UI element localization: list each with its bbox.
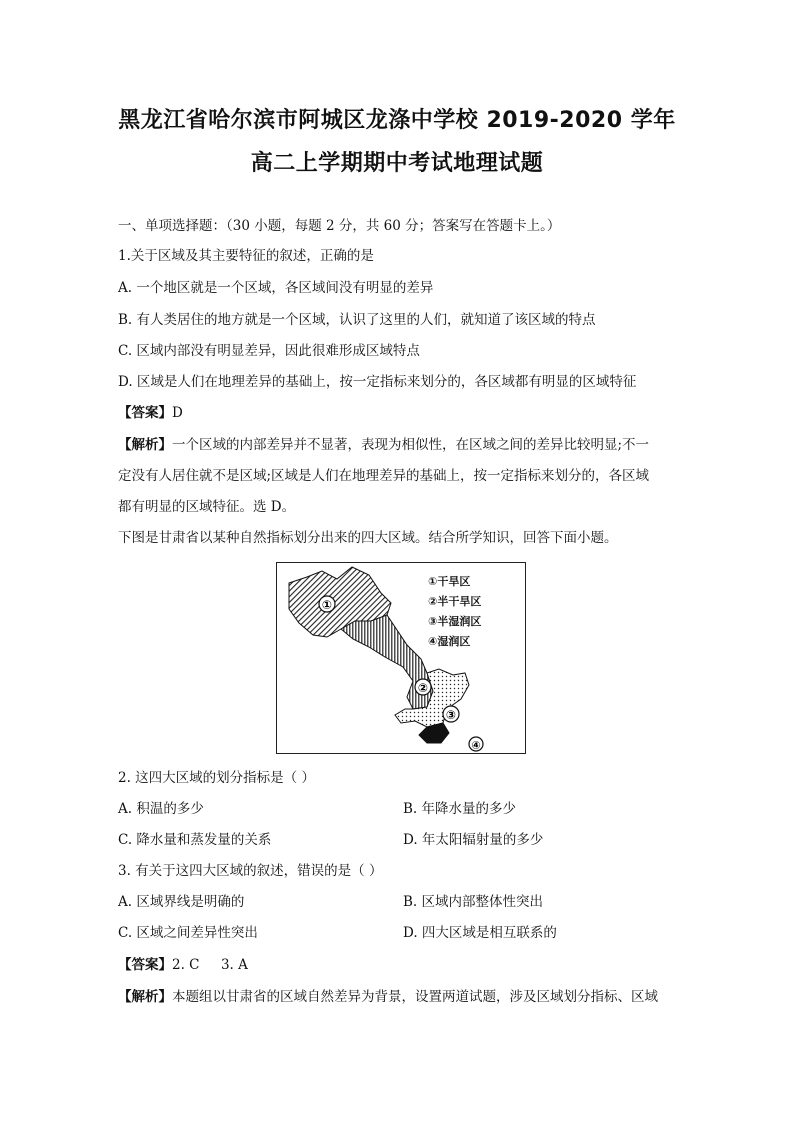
legend-semi-arid: ②半干旱区 xyxy=(428,595,482,608)
q1-analysis-line-2: 定没有人居住就不是区域;区域是人们在地理差异的基础上，按一定指标来划分的，各区域 xyxy=(118,468,650,484)
map-drawing xyxy=(277,563,525,753)
answer-value: D xyxy=(172,405,183,421)
region-mark-3: ③ xyxy=(445,708,457,722)
analysis-text: 一个区域的内部差异并不显著，表现为相似性，在区域之间的差异比较明显;不一 xyxy=(172,437,650,453)
legend-semi-humid: ③半湿润区 xyxy=(428,615,482,628)
title-line-2: 高二上学期期中考试地理试题 xyxy=(250,151,544,176)
title-line-1: 黑龙江省哈尔滨市阿城区龙涤中学校 2019-2020 学年 xyxy=(118,108,676,133)
legend-arid: ①干旱区 xyxy=(428,575,471,588)
analysis-label: 【解析】 xyxy=(118,437,172,453)
q2-option-a: A. 积温的多少 xyxy=(118,801,204,817)
gansu-region-map xyxy=(276,562,526,754)
q1-option-c: C. 区域内部没有明显差异，因此很难形成区域特点 xyxy=(118,343,420,359)
region-humid xyxy=(419,723,449,743)
q3-option-b: B. 区域内部整体性突出 xyxy=(403,894,544,910)
analysis-label: 【解析】 xyxy=(118,989,172,1005)
q2-option-b: B. 年降水量的多少 xyxy=(403,801,517,817)
q2-option-c: C. 降水量和蒸发量的关系 xyxy=(118,832,272,848)
q1-option-d: D. 区域是人们在地理差异的基础上，按一定指标来划分的，各区域都有明显的区域特征 xyxy=(118,374,637,390)
answer-value: 2. C 3. A xyxy=(172,957,248,973)
q1-option-a: A. 一个地区就是一个区域，各区域间没有明显的差异 xyxy=(118,280,434,296)
region-mark-2: ② xyxy=(417,681,429,695)
legend-humid: ④湿润区 xyxy=(428,635,471,648)
q3-option-a: A. 区域界线是明确的 xyxy=(118,894,245,910)
answer-label: 【答案】 xyxy=(118,957,172,973)
q3-stem: 3. 有关于这四大区域的叙述，错误的是（ ） xyxy=(118,863,383,879)
q1-stem: 1.关于区域及其主要特征的叙述，正确的是 xyxy=(118,248,374,264)
region-mark-1: ① xyxy=(321,598,333,612)
q2-stem: 2. 这四大区域的划分指标是（ ） xyxy=(118,770,315,786)
q1-answer xyxy=(118,403,688,423)
section-heading: 一、单项选择题：（30 小题，每题 2 分，共 60 分；答案写在答题卡上。） xyxy=(118,218,561,234)
q1-analysis-line-1 xyxy=(118,435,688,455)
q1-option-b: B. 有人类居住的地方就是一个区域，认识了这里的人们，就知道了该区域的特点 xyxy=(118,312,596,328)
q2-option-d: D. 年太阳辐射量的多少 xyxy=(403,832,544,848)
q3-option-c: C. 区域之间差异性突出 xyxy=(118,925,258,941)
q3-option-d: D. 四大区域是相互联系的 xyxy=(403,925,557,941)
q23-answer xyxy=(118,955,688,975)
figure-intro: 下图是甘肃省以某种自然指标划分出来的四大区域。结合所学知识，回答下面小题。 xyxy=(118,530,618,546)
q1-analysis-line-3: 都有明显的区域特征。选 D。 xyxy=(118,499,296,515)
region-mark-4: ④ xyxy=(471,739,481,752)
q23-analysis xyxy=(118,987,688,1007)
analysis-text: 本题组以甘肃省的区域自然差异为背景，设置两道试题，涉及区域划分指标、区域 xyxy=(172,989,658,1005)
answer-label: 【答案】 xyxy=(118,405,172,421)
